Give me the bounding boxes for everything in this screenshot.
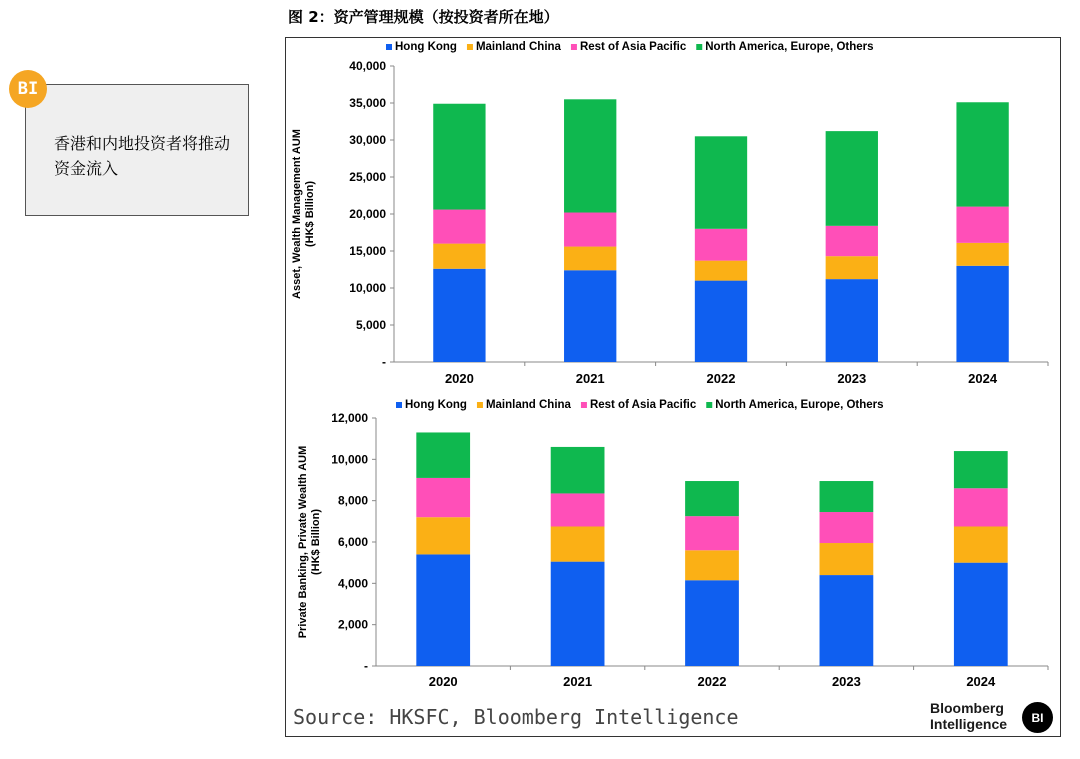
bar-segment [416,478,470,517]
x-tick-label: 2023 [831,674,861,689]
x-tick-label: 2020 [444,371,474,386]
y-tick-label: 35,000 [349,96,386,110]
bar-segment [685,580,739,666]
bar-segment [416,517,470,554]
bar-segment [826,226,878,256]
y-tick-label: 15,000 [349,244,386,258]
brand-line-2: Intelligence [930,716,1008,732]
x-tick-label: 2021 [575,371,605,386]
legend-label: Rest of Asia Pacific [589,399,697,411]
callout-text: 香港和内地投资者将推动资金流入 [54,134,231,178]
legend-swatch [467,44,473,50]
legend-label: North America, Europe, Others [705,41,874,53]
y-axis-label-unit: (HK$ Billion) [304,181,316,247]
bar-segment [956,102,1008,206]
y-tick-label: 10,000 [331,452,368,467]
legend-label: Rest of Asia Pacific [579,41,687,53]
bar-segment [954,488,1008,526]
legend-label: Hong Kong [395,41,457,53]
bar-segment [695,281,747,362]
y-tick-label: 6,000 [337,535,368,549]
bar-segment [826,256,878,279]
x-tick-label: 2024 [966,674,996,689]
bar-segment [954,527,1008,563]
y-tick-label: 30,000 [349,133,386,147]
y-tick-label: 2,000 [337,617,368,632]
bar-segment [433,210,485,244]
brand-line-1: Bloomberg [930,700,1004,716]
brand-wordmark [930,700,1007,732]
x-tick-label: 2021 [563,674,593,689]
y-tick-label: 40,000 [349,59,386,73]
y-axis-label-unit: (HK$ Billion) [310,509,322,575]
stacked-bar-charts [286,38,1060,736]
bar-segment [826,131,878,226]
bar-segment [956,243,1008,266]
bar-segment [551,562,605,666]
bar-segment [685,550,739,580]
bar-segment [416,432,470,477]
y-tick-label: 4,000 [337,576,368,591]
legend-swatch [706,402,712,408]
legend-label: Mainland China [485,399,571,411]
bar-segment [956,207,1008,243]
x-tick-label: 2022 [706,371,736,386]
legend-swatch [386,44,392,50]
y-tick-label: 12,000 [331,411,368,425]
bar-segment [820,512,874,543]
x-tick-label: 2023 [837,371,867,386]
bar-segment [551,493,605,526]
y-tick-label: - [382,355,386,369]
y-tick-label: 20,000 [349,207,386,221]
chart-frame [285,37,1061,737]
bar-segment [564,247,616,271]
bar-segment [826,279,878,362]
legend-swatch [396,402,402,408]
y-tick-label: 5,000 [355,318,386,332]
legend-label: Hong Kong [405,399,467,411]
legend-label: Mainland China [475,41,561,53]
x-tick-label: 2024 [968,371,998,386]
bar-segment [416,554,470,666]
bar-segment [564,270,616,362]
bar-segment [695,229,747,261]
y-tick-label: 10,000 [349,281,386,295]
bar-segment [685,481,739,516]
y-tick-label: 25,000 [349,170,386,184]
bar-segment [433,104,485,210]
y-axis-label: Asset, Wealth Management AUM [291,129,303,299]
bar-segment [820,543,874,575]
bar-segment [551,447,605,494]
x-tick-label: 2022 [697,674,727,689]
y-tick-label: 8,000 [337,493,368,508]
legend-swatch [571,44,577,50]
legend-swatch [477,402,483,408]
bar-segment [433,244,485,269]
bar-segment [433,269,485,362]
bar-segment [685,516,739,550]
bar-segment [820,481,874,512]
bar-segment [695,261,747,281]
x-tick-label: 2020 [428,674,458,689]
bar-segment [954,563,1008,666]
y-tick-label: - [364,659,368,673]
bar-segment [695,136,747,229]
legend-label: North America, Europe, Others [715,399,884,411]
legend-swatch [581,402,587,408]
bar-segment [956,266,1008,362]
figure-title: 图 2：资产管理规模（按投资者所在地） [288,8,559,26]
bi-badge-icon: BI [9,70,47,108]
bar-segment [551,527,605,562]
bar-segment [564,213,616,247]
bar-segment [564,99,616,212]
y-axis-label: Private Banking, Private Wealth AUM [297,445,309,639]
callout-box [25,84,249,216]
bloomberg-logo-icon: BI [1022,702,1053,733]
bar-segment [820,575,874,666]
bar-segment [954,451,1008,488]
legend-swatch [696,44,702,50]
source-note: Source: HKSFC, Bloomberg Intelligence [293,705,739,729]
